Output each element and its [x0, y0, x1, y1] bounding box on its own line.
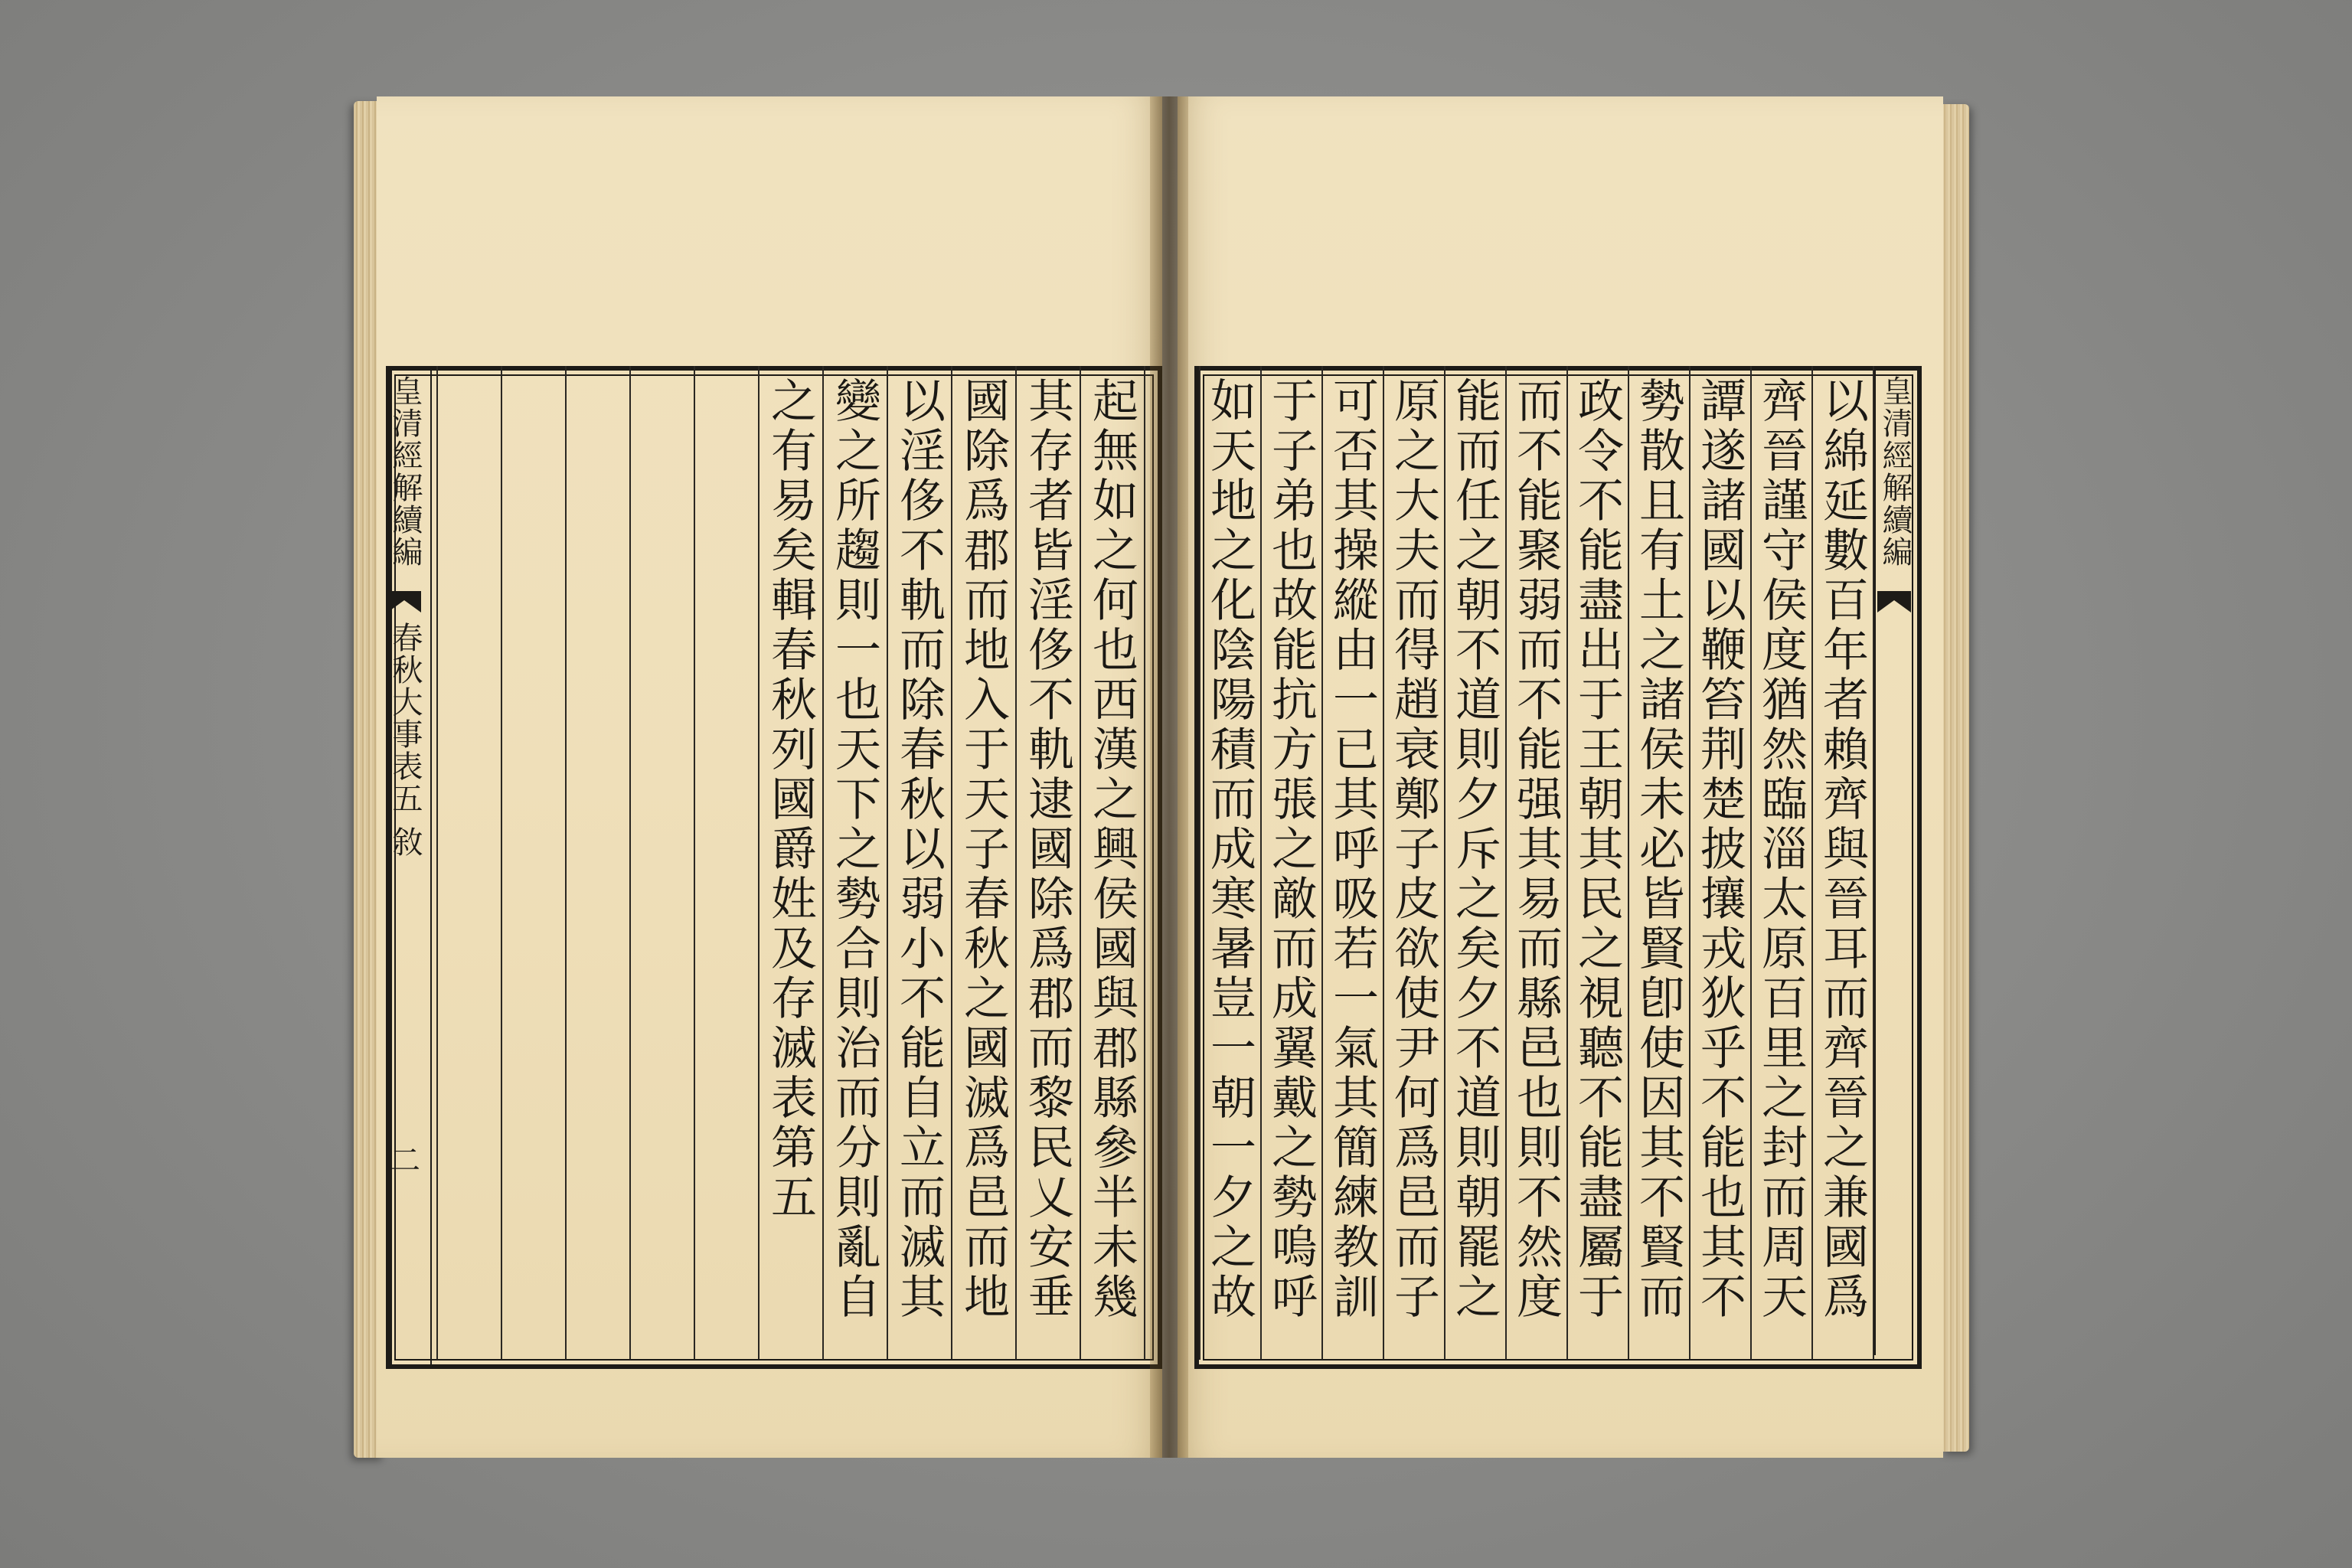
column-rule	[1321, 366, 1323, 1360]
column-rule	[501, 366, 502, 1360]
text-column: 以淫侈不軌而除春秋以弱小不能自立而滅其	[892, 377, 946, 1322]
text-column: 變之所趨則一也天下之勢合則治而分則亂自	[828, 377, 881, 1322]
column-rule	[758, 366, 760, 1360]
text-column: 以綿延數百年者賴齊與晉耳而齊晉之兼國爲	[1815, 377, 1869, 1322]
column-rule	[436, 366, 438, 1360]
text-column: 勢散且有土之諸侯未必皆賢卽使因其不賢而	[1632, 377, 1685, 1322]
column-rule	[1505, 366, 1507, 1360]
text-column: 于子弟也故能抗方張之敵而成翼戴之勢嗚呼	[1264, 377, 1318, 1322]
right-page-stack	[1942, 104, 1969, 1452]
text-column: 國除爲郡而地入于天子春秋之國滅爲邑而地	[956, 377, 1010, 1322]
column-rule	[1628, 366, 1629, 1360]
fishtail-mark	[1877, 591, 1911, 612]
text-column: 而不能聚弱而不能强其易而縣邑也則不然度	[1509, 377, 1563, 1322]
column-rule	[1260, 366, 1262, 1360]
left-banxin-section: 春秋大事表五 敘	[387, 622, 423, 858]
column-rule	[1199, 366, 1200, 1360]
column-rule	[1566, 366, 1568, 1360]
text-column: 起無如之何也西漢之興侯國與郡縣參半未幾	[1085, 377, 1138, 1322]
left-folio: 二	[390, 1143, 420, 1178]
text-column: 可否其操縱由一已其呼吸若一氣其簡練教訓	[1325, 377, 1379, 1322]
column-rule	[1750, 366, 1752, 1360]
book-gutter	[1150, 96, 1188, 1458]
column-rule	[694, 366, 695, 1360]
left-page-text	[386, 366, 1153, 1360]
column-rule	[1689, 366, 1690, 1360]
right-banxin-strip	[1874, 371, 1913, 1355]
column-rule	[1080, 366, 1081, 1360]
right-page-text	[1194, 366, 1913, 1360]
text-column: 譚遂諸國以鞭笞荆楚披攘戎狄乎不能也其不	[1693, 377, 1746, 1322]
text-column: 政令不能盡出于王朝其民之視聽不能盡屬于	[1570, 377, 1624, 1322]
column-rule	[1015, 366, 1017, 1360]
fishtail-mark	[387, 591, 421, 612]
right-banxin-title: 皇清經解續編	[1877, 375, 1913, 568]
column-rule	[1144, 366, 1145, 1360]
column-rule	[1383, 366, 1384, 1360]
column-rule	[1811, 366, 1813, 1360]
text-column: 能而任之朝不道則夕斥之矣夕不道則朝罷之	[1448, 377, 1501, 1322]
column-rule	[565, 366, 567, 1360]
column-rule	[822, 366, 824, 1360]
text-column: 其存者皆淫侈不軌逮國除爲郡而黎民乂安垂	[1021, 377, 1074, 1322]
column-rule	[951, 366, 952, 1360]
column-rule	[1444, 366, 1446, 1360]
left-banxin-title: 皇清經解續編	[387, 375, 423, 568]
left-banxin-strip	[386, 371, 423, 1355]
column-rule	[887, 366, 888, 1360]
text-column: 原之大夫而得趙衰鄭子皮欲使尹何爲邑而子	[1387, 377, 1440, 1322]
text-column: 之有易矣輯春秋列國爵姓及存滅表第五	[763, 377, 817, 1223]
column-rule	[629, 366, 631, 1360]
text-column: 如天地之化陰陽積而成寒暑豈一朝一夕之故	[1203, 377, 1256, 1322]
text-column: 齊晉謹守侯度猶然臨淄太原百里之封而周天	[1754, 377, 1808, 1322]
